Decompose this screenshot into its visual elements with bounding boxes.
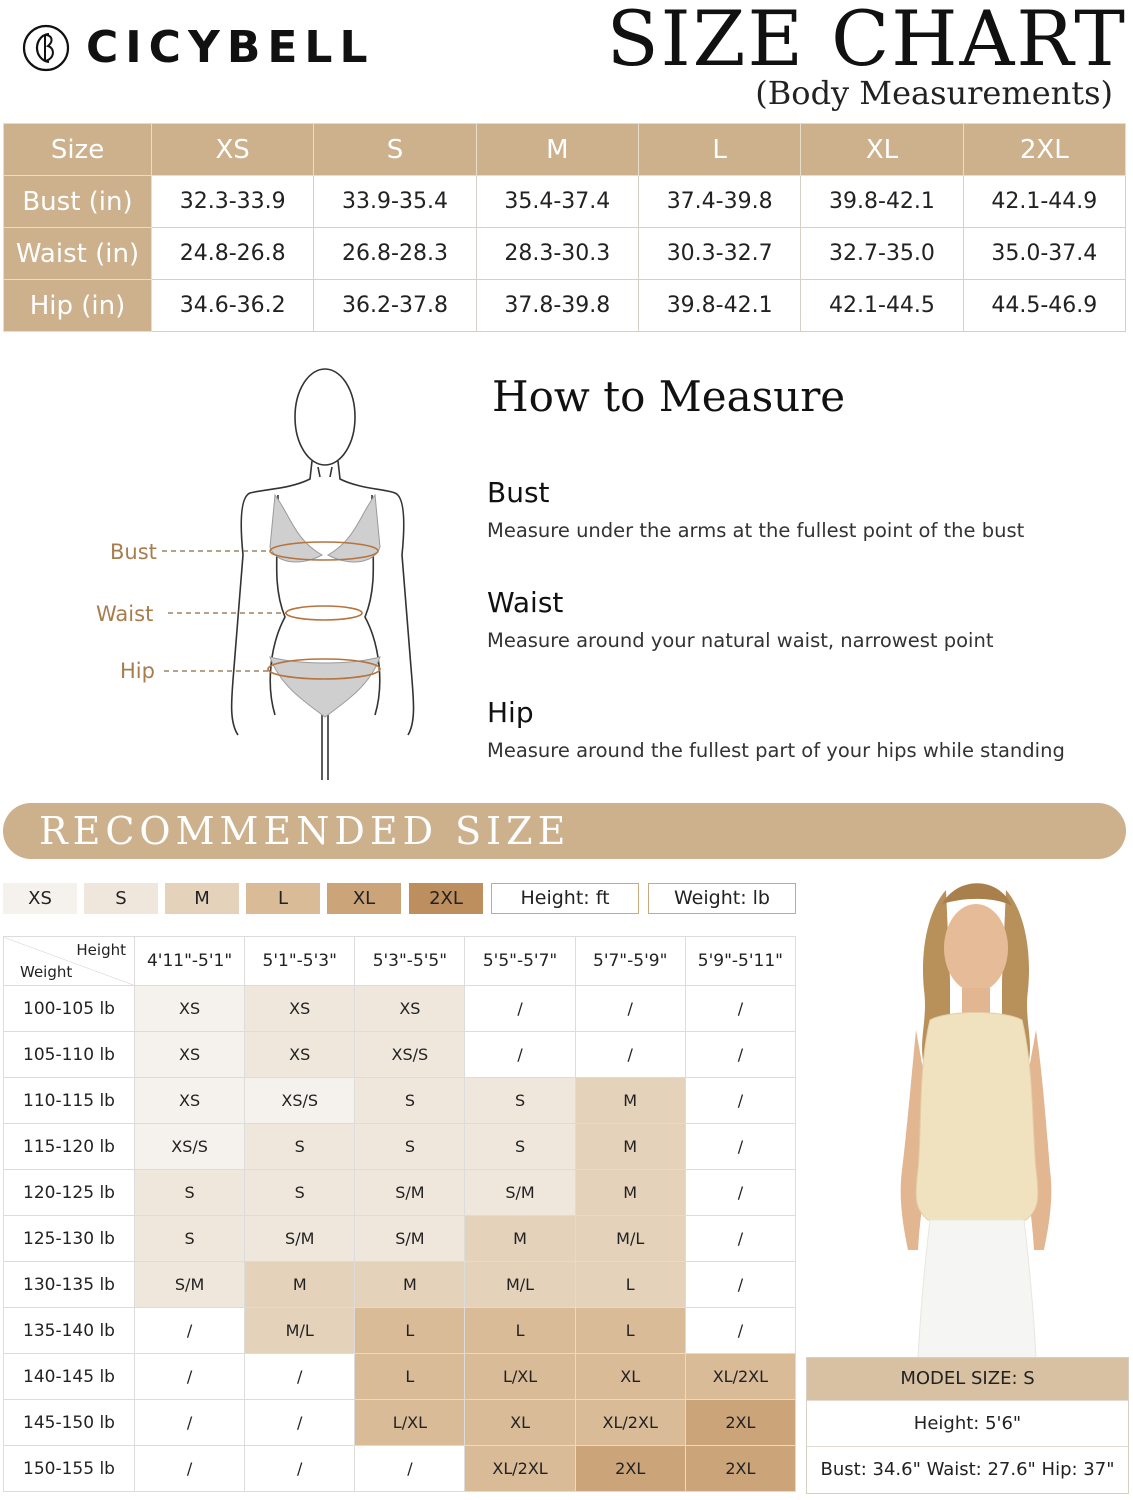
- weight-row: [4, 1124, 796, 1170]
- how-to-measure-title: How to Measure: [492, 372, 846, 421]
- weight-label: 120-125 lb: [4, 1170, 135, 1216]
- size-cell: XS: [245, 1032, 355, 1078]
- measurement-cell: 35.0-37.4: [963, 228, 1125, 280]
- size-cell: /: [685, 1170, 795, 1216]
- weight-row: [4, 1446, 796, 1492]
- size-cell: XS: [135, 1078, 245, 1124]
- recommended-size-title: RECOMMENDED SIZE: [39, 809, 571, 853]
- size-cell: XL: [575, 1354, 685, 1400]
- measure-description: Measure around your natural waist, narrowest point: [487, 629, 994, 652]
- size-cell: XS: [135, 986, 245, 1032]
- measurement-header-row: [4, 124, 1126, 176]
- measurement-cell: 37.4-39.8: [638, 176, 800, 228]
- size-cell: /: [685, 1216, 795, 1262]
- weight-row: [4, 1400, 796, 1446]
- brand-name: CICYBELL: [86, 22, 375, 73]
- height-header-row: [4, 937, 796, 986]
- size-cell: L: [355, 1308, 465, 1354]
- size-cell: XS/S: [135, 1124, 245, 1170]
- measurement-cell: 32.7-35.0: [801, 228, 963, 280]
- model-height: Height: 5'6": [807, 1400, 1128, 1446]
- measure-item-bust: [487, 476, 1024, 542]
- size-cell: L: [355, 1354, 465, 1400]
- size-cell: S/M: [465, 1170, 575, 1216]
- size-cell: /: [685, 1262, 795, 1308]
- size-cell: S: [135, 1170, 245, 1216]
- size-cell: M/L: [245, 1308, 355, 1354]
- size-cell: S: [465, 1078, 575, 1124]
- size-cell: L: [575, 1308, 685, 1354]
- row-label-bust: Bust (in): [4, 176, 152, 228]
- weight-label: 135-140 lb: [4, 1308, 135, 1354]
- corner-weight-label: Weight: [20, 963, 73, 981]
- header-l: L: [638, 124, 800, 176]
- height-header: 5'3"-5'5": [355, 937, 465, 986]
- weight-label: 140-145 lb: [4, 1354, 135, 1400]
- corner-cell: [4, 937, 135, 986]
- size-cell: S: [135, 1216, 245, 1262]
- brand: [22, 22, 374, 73]
- model-neck: [962, 988, 990, 1014]
- measurement-row-hip: [4, 280, 1126, 332]
- measure-heading: Bust: [487, 476, 550, 509]
- recommended-size-table: [3, 936, 796, 1492]
- header-xs: XS: [152, 124, 314, 176]
- size-cell: 2XL: [685, 1400, 795, 1446]
- size-cell: XS: [135, 1032, 245, 1078]
- size-cell: M: [465, 1216, 575, 1262]
- size-cell: 2XL: [575, 1446, 685, 1492]
- height-header: 5'5"-5'7": [465, 937, 575, 986]
- weight-label: 105-110 lb: [4, 1032, 135, 1078]
- measurement-cell: 44.5-46.9: [963, 280, 1125, 332]
- size-cell: /: [135, 1400, 245, 1446]
- model-face: [944, 904, 1008, 992]
- size-cell: S/M: [245, 1216, 355, 1262]
- size-cell: S: [245, 1170, 355, 1216]
- legend-xl: XL: [327, 883, 401, 914]
- size-cell: S: [465, 1124, 575, 1170]
- legend-2xl: 2XL: [409, 883, 483, 914]
- weight-label: 145-150 lb: [4, 1400, 135, 1446]
- size-cell: /: [685, 1308, 795, 1354]
- header-2xl: 2XL: [963, 124, 1125, 176]
- hip-label: Hip: [120, 659, 155, 683]
- corner-height-label: Height: [76, 941, 126, 959]
- body-outline: [232, 369, 414, 780]
- size-cell: XL/2XL: [685, 1354, 795, 1400]
- size-cell: XL/2XL: [465, 1446, 575, 1492]
- weight-row: [4, 1308, 796, 1354]
- height-header: 5'7"-5'9": [575, 937, 685, 986]
- size-cell: /: [135, 1308, 245, 1354]
- model-measurements: Bust: 34.6" Waist: 27.6" Hip: 37": [807, 1446, 1128, 1492]
- recommended-size-body: [4, 986, 796, 1492]
- size-cell: XL/2XL: [575, 1400, 685, 1446]
- measure-item-waist: [487, 586, 993, 652]
- size-cell: L/XL: [355, 1400, 465, 1446]
- legend-l: L: [246, 883, 320, 914]
- measure-heading: Waist: [487, 586, 564, 619]
- size-cell: M: [575, 1078, 685, 1124]
- cb-monogram-icon: [22, 24, 70, 72]
- height-unit-label: Height: ft: [491, 883, 639, 914]
- header-xl: XL: [801, 124, 963, 176]
- model-top: [916, 1013, 1038, 1221]
- measurement-table: [3, 123, 1126, 332]
- measurement-cell: 26.8-28.3: [314, 228, 476, 280]
- measurement-cell: 35.4-37.4: [476, 176, 638, 228]
- size-cell: L: [575, 1262, 685, 1308]
- size-cell: XS/S: [355, 1032, 465, 1078]
- size-cell: S/M: [355, 1170, 465, 1216]
- legend-m: M: [165, 883, 239, 914]
- measurement-cell: 42.1-44.5: [801, 280, 963, 332]
- size-cell: XS: [355, 986, 465, 1032]
- row-label-hip: Hip (in): [4, 280, 152, 332]
- size-cell: /: [245, 1354, 355, 1400]
- measurement-cell: 39.8-42.1: [638, 280, 800, 332]
- recommended-size-banner: [3, 803, 1126, 859]
- measurement-cell: 28.3-30.3: [476, 228, 638, 280]
- legend-xs: XS: [3, 883, 77, 914]
- weight-row: [4, 1032, 796, 1078]
- size-cell: S/M: [135, 1262, 245, 1308]
- size-cell: /: [575, 986, 685, 1032]
- row-label-waist: Waist (in): [4, 228, 152, 280]
- measurement-cell: 32.3-33.9: [152, 176, 314, 228]
- measurement-cell: 37.8-39.8: [476, 280, 638, 332]
- weight-row: [4, 1216, 796, 1262]
- weight-row: [4, 1262, 796, 1308]
- size-cell: /: [355, 1446, 465, 1492]
- measure-item-hip: [487, 696, 1065, 762]
- model-pants: [918, 1220, 1036, 1358]
- size-cell: 2XL: [685, 1446, 795, 1492]
- measure-description: Measure around the fullest part of your hips while standing: [487, 739, 1065, 762]
- measurement-cell: 24.8-26.8: [152, 228, 314, 280]
- size-cell: S/M: [355, 1216, 465, 1262]
- size-cell: /: [685, 1032, 795, 1078]
- weight-row: [4, 1354, 796, 1400]
- weight-label: 115-120 lb: [4, 1124, 135, 1170]
- page-subtitle: (Body Measurements): [755, 74, 1113, 112]
- measurement-cell: 30.3-32.7: [638, 228, 800, 280]
- model-photo: [858, 870, 1098, 1358]
- page-title: SIZE CHART: [606, 0, 1127, 83]
- header-size: Size: [4, 124, 152, 176]
- size-cell: M/L: [465, 1262, 575, 1308]
- weight-label: 100-105 lb: [4, 986, 135, 1032]
- size-cell: M: [355, 1262, 465, 1308]
- size-cell: M: [575, 1124, 685, 1170]
- measurement-cell: 36.2-37.8: [314, 280, 476, 332]
- header-m: M: [476, 124, 638, 176]
- leader-lines: [162, 551, 286, 671]
- size-cell: /: [135, 1446, 245, 1492]
- weight-row: [4, 1078, 796, 1124]
- legend-s: S: [84, 883, 158, 914]
- weight-unit-label: Weight: lb: [648, 883, 796, 914]
- size-cell: /: [465, 1032, 575, 1078]
- measure-description: Measure under the arms at the fullest point of the bust: [487, 519, 1025, 542]
- measurement-cell: 33.9-35.4: [314, 176, 476, 228]
- weight-label: 110-115 lb: [4, 1078, 135, 1124]
- model-size-title: MODEL SIZE: S: [807, 1358, 1128, 1400]
- size-cell: M: [245, 1262, 355, 1308]
- measure-heading: Hip: [487, 696, 534, 729]
- weight-row: [4, 1170, 796, 1216]
- size-cell: XS/S: [245, 1078, 355, 1124]
- weight-label: 130-135 lb: [4, 1262, 135, 1308]
- weight-label: 125-130 lb: [4, 1216, 135, 1262]
- size-cell: L/XL: [465, 1354, 575, 1400]
- size-cell: /: [245, 1446, 355, 1492]
- measurement-cell: 39.8-42.1: [801, 176, 963, 228]
- weight-label: 150-155 lb: [4, 1446, 135, 1492]
- size-cell: /: [685, 1124, 795, 1170]
- size-cell: /: [575, 1032, 685, 1078]
- size-cell: /: [135, 1354, 245, 1400]
- waist-label: Waist: [96, 602, 154, 626]
- measurement-row-waist: [4, 228, 1126, 280]
- size-cell: XL: [465, 1400, 575, 1446]
- height-header: 4'11"-5'1": [135, 937, 245, 986]
- size-cell: /: [245, 1400, 355, 1446]
- body-measurement-figure: [90, 355, 430, 785]
- model-size-card: [806, 1357, 1129, 1494]
- measurement-cell: 42.1-44.9: [963, 176, 1125, 228]
- size-cell: S: [245, 1124, 355, 1170]
- height-header: 5'1"-5'3": [245, 937, 355, 986]
- size-cell: XS: [245, 986, 355, 1032]
- measure-lines: [268, 542, 380, 679]
- size-cell: S: [355, 1124, 465, 1170]
- size-cell: /: [685, 986, 795, 1032]
- size-cell: /: [465, 986, 575, 1032]
- measurement-row-bust: [4, 176, 1126, 228]
- size-cell: M: [575, 1170, 685, 1216]
- size-cell: S: [355, 1078, 465, 1124]
- size-cell: L: [465, 1308, 575, 1354]
- header-s: S: [314, 124, 476, 176]
- size-cell: /: [685, 1078, 795, 1124]
- size-cell: M/L: [575, 1216, 685, 1262]
- height-header: 5'9"-5'11": [685, 937, 795, 986]
- bust-label: Bust: [110, 540, 157, 564]
- measurement-cell: 34.6-36.2: [152, 280, 314, 332]
- weight-row: [4, 986, 796, 1032]
